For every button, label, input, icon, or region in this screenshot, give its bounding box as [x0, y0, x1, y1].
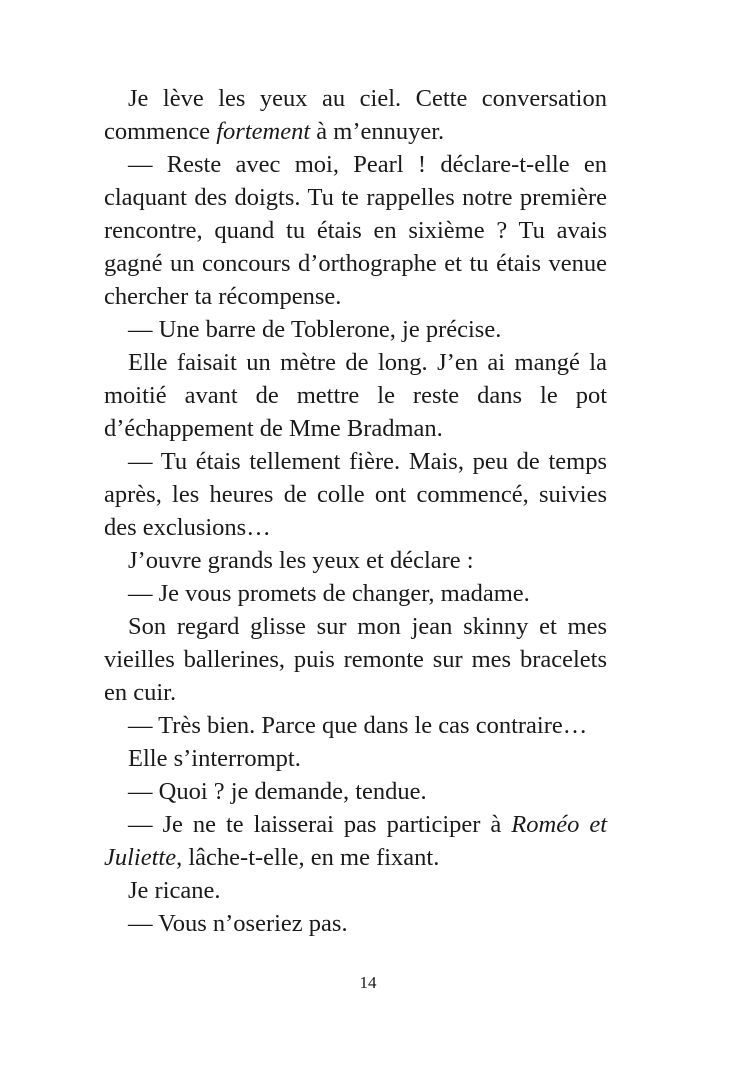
paragraph-12	[104, 808, 607, 874]
paragraph-11: — Quoi ? je demande, tendue.	[128, 778, 427, 805]
paragraph-13: Je ricane.	[128, 877, 221, 904]
paragraph-12-text: — Je ne te laisserai pas participer à	[128, 811, 512, 838]
paragraph-9: — Très bien. Parce que dans le cas contraire…	[128, 712, 588, 739]
paragraph-10: Elle s’interrompt.	[128, 745, 301, 772]
paragraph-1	[104, 82, 607, 148]
paragraph-5: — Tu étais tellement fière. Mais, peu de temps après, les heures de colle ont commencé, suivies des exclusions…	[104, 448, 607, 541]
paragraph-12-text-end: , lâche-t-elle, en me fixant.	[176, 844, 440, 871]
page-number: 14	[359, 973, 377, 992]
paragraph-6: J’ouvre grands les yeux et déclare :	[128, 547, 474, 574]
paragraph-7: — Je vous promets de changer, madame.	[128, 580, 530, 607]
paragraph-3: — Une barre de Toblerone, je précise.	[128, 316, 502, 343]
paragraph-4: Elle faisait un mètre de long. J’en ai mangé la moitié avant de mettre le reste dans le pot d’échappement de Mme Bradman.	[104, 349, 607, 442]
paragraph-8: Son regard glisse sur mon jean skinny et mes vieilles ballerines, puis remonte sur mes bracelets en cuir.	[104, 613, 607, 706]
paragraph-1-text-end: à m’ennuyer.	[310, 118, 445, 145]
body-text	[104, 82, 607, 940]
paragraph-12-emphasis: Roméo et Juliette	[104, 811, 607, 871]
paragraph-2: — Reste avec moi, Pearl ! déclare-t-elle en claquant des doigts. Tu te rappelles notre première rencontre, quand tu étais en sixième ? Tu avais gagné un concours d’orthographe et tu étais venue chercher ta récompense.	[104, 151, 607, 310]
paragraph-14: — Vous n’oseriez pas.	[128, 910, 348, 937]
paragraph-1-text: Je lève les yeux au ciel. Cette conversation commence	[104, 85, 607, 145]
paragraph-1-emphasis: fortement	[216, 118, 311, 145]
